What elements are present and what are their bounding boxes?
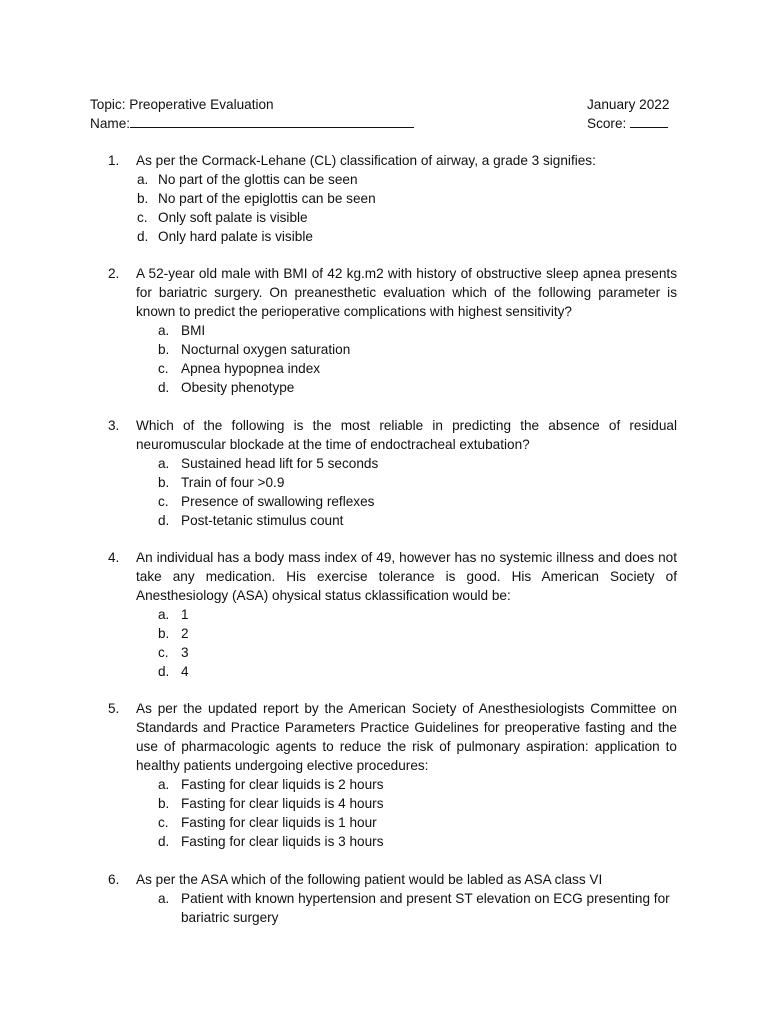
option-letter: b. <box>158 626 170 641</box>
question-number: 3. <box>108 418 120 433</box>
option-a <box>108 170 677 189</box>
option-letter: a. <box>158 607 170 622</box>
option-text: 2 <box>181 626 189 641</box>
option-text: Fasting for clear liquids is 1 hour <box>181 815 377 830</box>
option-d <box>108 832 677 851</box>
name-blank-line[interactable] <box>130 114 414 128</box>
option-text: Sustained head lift for 5 seconds <box>181 456 379 471</box>
option-c <box>108 492 677 511</box>
option-a <box>108 775 677 794</box>
option-letter: d. <box>137 229 149 244</box>
option-d <box>108 511 677 530</box>
question-text: An individual has a body mass index of 49, however has no systemic illness and does not take any medication. His exercise tolerance is good. His American Society of Anesthesiology (ASA) ohysical status cklassification would be: <box>136 550 677 603</box>
topic-label: Topic: Preoperative Evaluation <box>90 97 274 112</box>
option-letter: d. <box>158 513 170 528</box>
option-c <box>108 359 677 378</box>
name-field[interactable] <box>90 114 414 133</box>
option-a <box>108 454 677 473</box>
options-list <box>108 321 677 397</box>
option-text: 1 <box>181 607 189 622</box>
option-b <box>108 794 677 813</box>
option-letter: a. <box>137 172 149 187</box>
option-b <box>108 473 677 492</box>
score-field[interactable] <box>587 114 668 133</box>
option-text: Post-tetanic stimulus count <box>181 513 344 528</box>
header-row-topic <box>90 95 672 114</box>
option-letter: a. <box>158 891 170 906</box>
option-letter: c. <box>158 361 169 376</box>
question-6 <box>108 870 677 927</box>
question-text: A 52-year old male with BMI of 42 kg.m2 with history of obstructive sleep apnea presents for bariatric surgery. On preanesthetic evaluation which of the following parameter is known to predict the perioperative complications with highest sensitivity? <box>136 266 677 319</box>
option-letter: d. <box>158 664 170 679</box>
option-d <box>108 662 677 681</box>
question-number: 4. <box>108 550 120 565</box>
score-blank-line[interactable] <box>630 114 668 128</box>
option-text: Apnea hypopnea index <box>181 361 321 376</box>
question-number: 6. <box>108 872 120 887</box>
option-b <box>108 340 677 359</box>
option-letter: c. <box>158 815 169 830</box>
question-number: 2. <box>108 266 120 281</box>
option-text: BMI <box>181 323 206 338</box>
question-text: As per the ASA which of the following patient would be labled as ASA class VI <box>136 872 603 887</box>
question-2 <box>108 264 677 397</box>
option-text: Nocturnal oxygen saturation <box>181 342 351 357</box>
option-text: Fasting for clear liquids is 3 hours <box>181 834 384 849</box>
option-letter: b. <box>158 475 170 490</box>
option-text: Only hard palate is visible <box>158 229 313 244</box>
option-letter: d. <box>158 380 170 395</box>
question-number: 1. <box>108 153 120 168</box>
option-letter: c. <box>158 645 169 660</box>
name-label: Name: <box>90 116 131 131</box>
score-label: Score: <box>587 116 627 131</box>
option-text: 3 <box>181 645 189 660</box>
option-b <box>108 624 677 643</box>
option-c <box>108 813 677 832</box>
option-d <box>108 378 677 397</box>
option-text: Fasting for clear liquids is 4 hours <box>181 796 384 811</box>
question-3 <box>108 416 677 530</box>
option-text: Obesity phenotype <box>181 380 295 395</box>
option-letter: b. <box>158 796 170 811</box>
option-text: No part of the glottis can be seen <box>158 172 358 187</box>
option-text: Patient with known hypertension and present ST elevation on ECG presenting for bariatric surgery <box>181 891 670 925</box>
question-text: As per the updated report by the American Society of Anesthesiologists Committee on Standards and Practice Parameters Practice Guidelines for preoperative fasting and the use of pharmacologic agents to reduce the risk of pulmonary aspiration: application to healthy patients undergoing elective procedures: <box>136 701 677 773</box>
option-c <box>108 208 677 227</box>
option-text: No part of the epiglottis can be seen <box>158 191 376 206</box>
options-list <box>108 170 677 246</box>
option-letter: d. <box>158 834 170 849</box>
option-text: Presence of swallowing reflexes <box>181 494 375 509</box>
option-a <box>108 605 677 624</box>
option-text: Train of four >0.9 <box>181 475 285 490</box>
question-1 <box>108 151 677 246</box>
option-letter: c. <box>137 210 148 225</box>
options-list <box>108 454 677 530</box>
option-d <box>108 227 677 246</box>
question-4 <box>108 548 677 681</box>
option-letter: a. <box>158 323 170 338</box>
options-list <box>108 605 677 681</box>
option-c <box>108 643 677 662</box>
question-number: 5. <box>108 701 120 716</box>
option-text: 4 <box>181 664 189 679</box>
option-letter: b. <box>158 342 170 357</box>
option-a <box>108 889 677 927</box>
option-b <box>108 189 677 208</box>
options-list <box>108 775 677 851</box>
option-a <box>108 321 677 340</box>
option-letter: b. <box>137 191 149 206</box>
option-letter: a. <box>158 777 170 792</box>
option-letter: a. <box>158 456 170 471</box>
question-text: Which of the following is the most reliable in predicting the absence of residual neuromuscular blockade at the time of endoctracheal extubation? <box>136 418 677 452</box>
option-text: Fasting for clear liquids is 2 hours <box>181 777 384 792</box>
date-label: January 2022 <box>587 97 670 112</box>
header-row-name <box>90 114 672 133</box>
option-text: Only soft palate is visible <box>158 210 308 225</box>
question-text: As per the Cormack-Lehane (CL) classification of airway, a grade 3 signifies: <box>136 153 596 168</box>
question-5 <box>108 699 677 851</box>
option-letter: c. <box>158 494 169 509</box>
options-list <box>108 889 677 927</box>
